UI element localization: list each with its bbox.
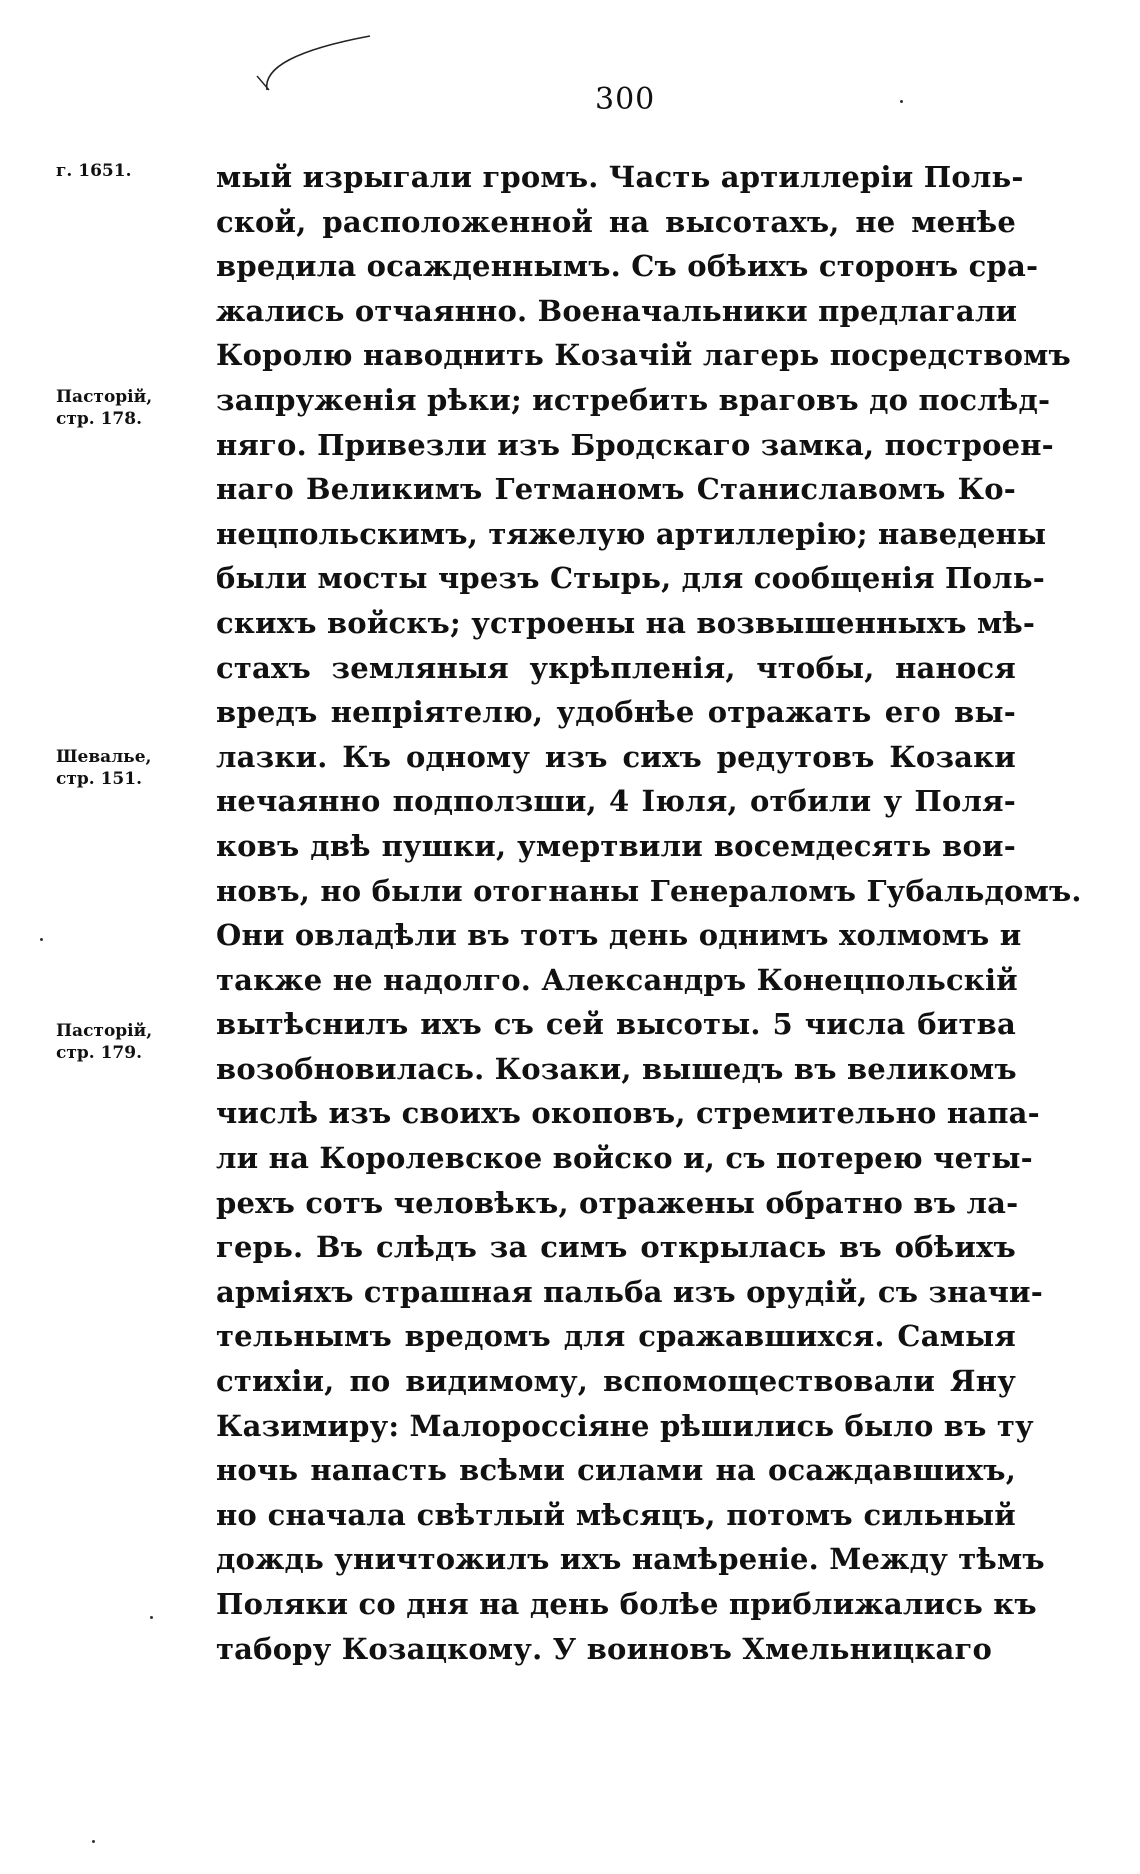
margin-note-line: стр. 179. bbox=[56, 1043, 143, 1063]
text-line: ской, расположенной на высотахъ, не менѣе bbox=[216, 204, 1016, 239]
text-line: ли на Королевское войско и, съ потерею четы- bbox=[216, 1141, 1033, 1176]
margin-note-line: Шевалье, bbox=[56, 747, 152, 767]
text-line: были мосты чрезъ Стырь, для сообщенія Поль- bbox=[216, 561, 1045, 596]
text-line: Они овладѣли въ тотъ день однимъ холмомъ и bbox=[216, 918, 1022, 953]
margin-note-line: стр. 151. bbox=[56, 769, 143, 789]
text-line: тельнымъ вредомъ для сражавшихся. Самыя bbox=[216, 1319, 1016, 1354]
text-line: вредила осажденнымъ. Съ обѣихъ сторонъ сра- bbox=[216, 249, 1039, 284]
text-line: стахъ земляныя укрѣпленія, чтобы, нанося bbox=[216, 650, 1016, 685]
text-line: няго. Привезли изъ Бродскаго замка, построен- bbox=[216, 427, 1054, 462]
margin-note-pastorius-179 bbox=[56, 1020, 196, 1064]
text-line: арміяхъ страшная пальба изъ орудій, съ значи- bbox=[216, 1274, 1043, 1309]
text-line: герь. Въ слѣдъ за симъ открылась въ обѣихъ bbox=[216, 1230, 1016, 1265]
margin-note-chevalier-151 bbox=[56, 746, 196, 790]
speck bbox=[92, 1840, 95, 1843]
text-line: вытѣснилъ ихъ съ сей высоты. 5 числа битва bbox=[216, 1007, 1016, 1042]
text-line: Поляки со дня на день болѣе приближались къ bbox=[216, 1587, 1037, 1621]
text-line: стихіи, по видимому, вспомоществовали Яну bbox=[216, 1364, 1016, 1399]
speck bbox=[900, 100, 903, 103]
margin-note-line: стр. 178. bbox=[56, 409, 143, 429]
speck bbox=[40, 938, 43, 941]
text-line: также не надолго. Александръ Конецпольскій bbox=[216, 962, 1018, 997]
text-line: ковъ двѣ пушки, умертвили восемдесять вои- bbox=[216, 828, 1016, 863]
text-line: мый изрыгали громъ. Часть артиллеріи Поль- bbox=[216, 160, 1024, 194]
text-line: вредъ непріятелю, удобнѣе отражать его вы- bbox=[216, 695, 1016, 730]
margin-note-pastorius-178 bbox=[56, 386, 196, 430]
text-line: нечаянно подползши, 4 Іюля, отбили у Поля- bbox=[216, 784, 1016, 819]
text-line: ночь напасть всѣми силами на осаждавшихъ, bbox=[216, 1453, 1016, 1488]
text-line: числѣ изъ своихъ окоповъ, стремительно напа- bbox=[216, 1096, 1040, 1131]
margin-note-line: Пасторій, bbox=[56, 1021, 153, 1041]
text-line: но сначала свѣтлый мѣсяцъ, потомъ сильный bbox=[216, 1497, 1016, 1532]
text-line: запруженія рѣки; истребить враговъ до послѣд- bbox=[216, 382, 1051, 417]
text-line: лазки. Къ одному изъ сихъ редутовъ Козаки bbox=[216, 739, 1016, 774]
text-line: рехъ сотъ человѣкъ, отражены обратно въ ла- bbox=[216, 1185, 1019, 1220]
text-line: жались отчаянно. Военачальники предлагали bbox=[216, 293, 1018, 328]
page-number: 300 bbox=[595, 82, 656, 117]
margin-note-year bbox=[56, 160, 196, 182]
text-line: Казимиру: Малороссіяне рѣшились было въ ту bbox=[216, 1408, 1034, 1443]
text-line: табору Козацкому. У воиновъ Хмельницкаго bbox=[216, 1631, 993, 1666]
margin-note-line: Пасторій, bbox=[56, 387, 153, 407]
text-line: Королю наводнить Козачій лагерь посредствомъ bbox=[216, 338, 1071, 373]
text-line: нецпольскимъ, тяжелую артиллерію; наведены bbox=[216, 516, 1047, 551]
margin-note-line: г. 1651. bbox=[56, 161, 132, 181]
text-line: наго Великимъ Гетманомъ Станиславомъ Ко- bbox=[216, 472, 1016, 507]
text-line: возобновилась. Козаки, вышедъ въ великомъ bbox=[216, 1051, 1017, 1086]
pen-stroke-mark bbox=[255, 28, 375, 98]
speck bbox=[150, 1616, 153, 1619]
text-line: дождь уничтожилъ ихъ намѣреніе. Между тѣмъ bbox=[216, 1542, 1045, 1577]
text-line: новъ, но были отогнаны Генераломъ Губальдомъ. bbox=[216, 873, 1082, 908]
body-text bbox=[216, 155, 1082, 1671]
text-line: скихъ войскъ; устроены на возвышенныхъ мѣ- bbox=[216, 605, 1036, 640]
